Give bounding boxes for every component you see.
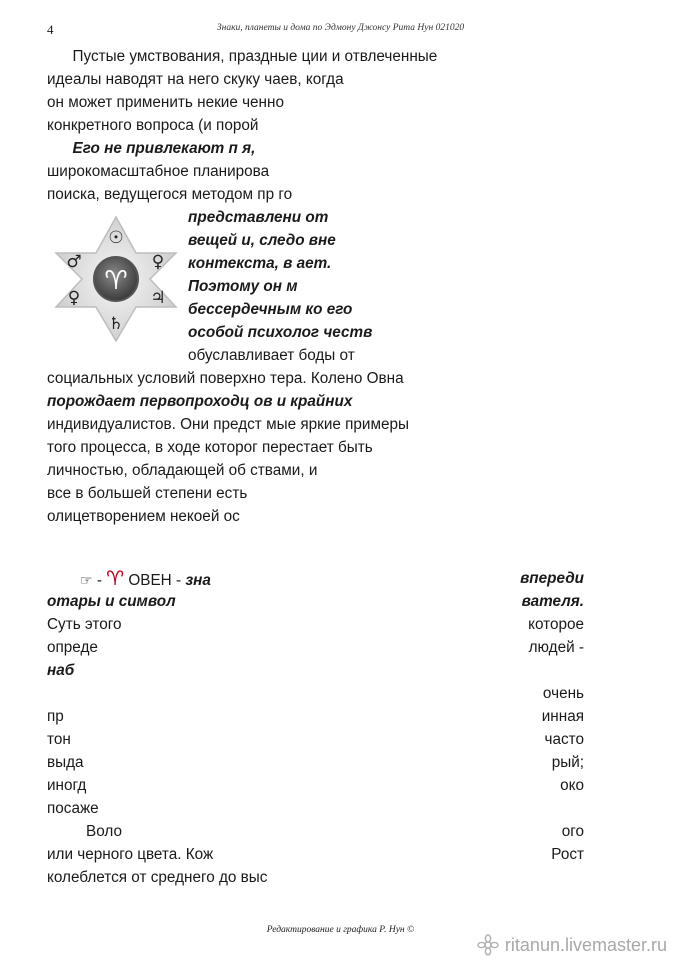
svg-text:♈: ♈ — [104, 266, 128, 296]
text-line: представлени от — [188, 209, 329, 226]
text-line: Его не привлекают п я, — [72, 140, 256, 157]
text-line: Рост — [551, 846, 584, 863]
text-line: иногд — [47, 777, 87, 794]
text-line: наб — [47, 662, 75, 679]
text-line: Воло — [86, 823, 122, 840]
text-line: индивидуалистов. Они предст мые яркие примеры — [47, 416, 409, 433]
pointing-hand-icon: ☞ — [80, 572, 93, 588]
text-line: того процесса, в ходе которог перестает быть — [47, 439, 373, 456]
section-heading-line: ☞ - ♈ ОВЕН - зна — [80, 568, 211, 590]
text-line: часто — [544, 731, 584, 748]
text-line: инная — [541, 708, 584, 725]
text-line: или черного цвета. Кож — [47, 846, 214, 863]
text-line: социальных условий поверхно тера. Колено Овна — [47, 370, 404, 387]
text-line: порождает первопроходц ов и крайних — [47, 393, 353, 410]
watermark — [477, 934, 667, 956]
text-line: все в большей степени есть — [47, 485, 248, 502]
page-number: 4 — [47, 22, 54, 37]
text-line: обуславливает боды от — [188, 347, 355, 364]
text-line: он может применить некие ченно — [47, 94, 284, 111]
text-line: колеблется от среднего до выс — [47, 869, 268, 886]
text-line: отары и символ — [47, 593, 176, 610]
aries-symbol-icon: ♈ — [106, 568, 125, 590]
text-line: ого — [561, 823, 584, 840]
flower-icon — [477, 934, 499, 956]
svg-text:♃: ♃ — [150, 288, 166, 308]
svg-text:♀: ♀ — [67, 288, 81, 308]
text-line: Поэтому он м — [188, 278, 298, 295]
svg-text:☉: ☉ — [108, 228, 124, 248]
text-line: пр — [47, 708, 64, 725]
svg-text:♂: ♂ — [66, 252, 82, 272]
text-line: бессердечным ко его — [188, 301, 353, 318]
text-line: особой психолог честв — [188, 324, 373, 341]
text-line: рый; — [551, 754, 584, 771]
text-line: око — [560, 777, 584, 794]
page-footer: Редактирование и графика Р. Нун © — [266, 925, 415, 935]
svg-text:♄: ♄ — [108, 314, 124, 334]
text-line: опреде — [47, 639, 98, 656]
aries-star-emblem — [50, 213, 182, 345]
text-line: вещей и, следо вне — [188, 232, 336, 249]
text-line: конкретного вопроса (и порой — [47, 117, 259, 134]
text-line: широкомасштабное планирова — [47, 163, 270, 180]
text-line: контекста, в ает. — [188, 255, 332, 272]
text-line: Пустые умствования, праздные ции и отвлеченные — [72, 48, 438, 65]
text-line: очень — [542, 685, 584, 702]
text-line: поиска, ведущегося методом пр го — [47, 186, 293, 203]
text-line: выда — [47, 754, 84, 771]
svg-text:♀: ♀ — [151, 252, 165, 272]
text-line: впереди — [520, 570, 584, 587]
text-line: тон — [47, 731, 71, 748]
text-line: посаже — [47, 800, 99, 817]
text-line: олицетворением некоей ос — [47, 508, 240, 525]
text-line: идеалы наводят на него скуку чаев, когда — [47, 71, 344, 88]
text-line: которое — [528, 616, 584, 633]
watermark-text: ritanun.livemaster.ru — [504, 934, 667, 955]
text-line: вателя. — [521, 593, 584, 610]
text-line: людей - — [528, 639, 584, 656]
text-line: Суть этого — [47, 616, 122, 633]
text-line: личностью, обладающей об ствами, и — [47, 462, 318, 479]
running-header: Знаки, планеты и дома по Эдмону Джонсу Рита Нун 021020 — [216, 23, 465, 33]
